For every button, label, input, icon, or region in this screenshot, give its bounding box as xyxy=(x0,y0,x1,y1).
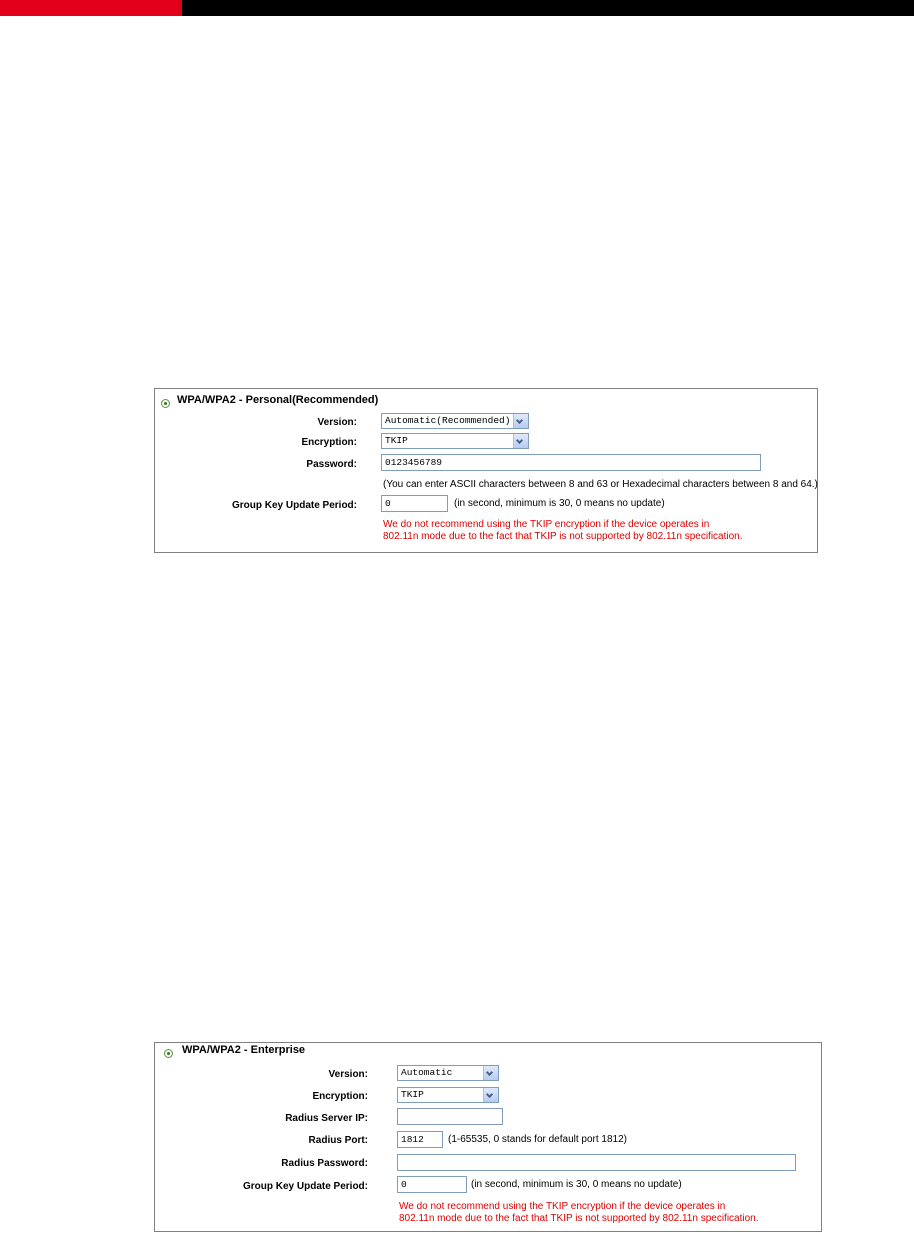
radius-port-label: Radius Port: xyxy=(308,1135,368,1146)
version-select[interactable] xyxy=(397,1065,499,1081)
group-key-update-input[interactable] xyxy=(381,495,448,512)
group-key-update-label: Group Key Update Period: xyxy=(242,1181,368,1192)
version-label: Version: xyxy=(317,417,357,428)
version-select-value: Automatic xyxy=(401,1067,453,1078)
wpa-personal-radio-icon[interactable] xyxy=(161,399,170,408)
chevron-down-icon[interactable] xyxy=(513,434,528,448)
radius-port-hint: (1-65535, 0 stands for default port 1812) xyxy=(448,1134,628,1145)
wpa-personal-title: WPA/WPA2 - Personal(Recommended) xyxy=(177,394,379,406)
tkip-warning-line1: We do not recommend using the TKIP encryption if the device operates in xyxy=(399,1201,726,1212)
radius-server-ip-label: Radius Server IP: xyxy=(285,1113,368,1124)
tkip-warning-line2: 802.11n mode due to the fact that TKIP is not supported by 802.11n specification. xyxy=(383,531,743,542)
tkip-warning-line1: We do not recommend using the TKIP encryption if the device operates in xyxy=(383,519,710,530)
chevron-down-icon[interactable] xyxy=(513,414,528,428)
header-accent xyxy=(0,0,182,16)
chevron-down-icon[interactable] xyxy=(483,1066,498,1080)
radius-port-value: 1812 xyxy=(401,1134,424,1145)
chevron-down-icon[interactable] xyxy=(483,1088,498,1102)
password-input-value: 0123456789 xyxy=(385,457,443,468)
tkip-warning-line2: 802.11n mode due to the fact that TKIP is not supported by 802.11n specification. xyxy=(399,1213,759,1224)
encryption-select-value: TKIP xyxy=(385,435,408,446)
version-select[interactable] xyxy=(381,413,529,429)
password-label: Password: xyxy=(306,459,357,470)
group-key-update-value: 0 xyxy=(401,1179,407,1190)
group-key-update-input[interactable] xyxy=(397,1176,467,1193)
group-key-update-hint: (in second, minimum is 30, 0 means no update) xyxy=(471,1179,682,1190)
header-bar xyxy=(0,0,914,16)
group-key-update-hint: (in second, minimum is 30, 0 means no update) xyxy=(454,498,665,509)
radius-password-label: Radius Password: xyxy=(281,1158,368,1169)
wpa-enterprise-title: WPA/WPA2 - Enterprise xyxy=(182,1044,306,1056)
version-label: Version: xyxy=(328,1069,368,1080)
wpa-enterprise-radio-icon[interactable] xyxy=(164,1049,173,1058)
password-input[interactable] xyxy=(381,454,761,471)
wpa-personal-panel xyxy=(154,388,818,553)
radius-server-ip-input[interactable] xyxy=(397,1108,503,1125)
group-key-update-label: Group Key Update Period: xyxy=(231,500,357,511)
radius-port-input[interactable] xyxy=(397,1131,443,1148)
version-select-value: Automatic(Recommended) xyxy=(385,415,511,426)
encryption-select[interactable] xyxy=(397,1087,499,1103)
group-key-update-value: 0 xyxy=(385,498,391,509)
encryption-select-value: TKIP xyxy=(401,1089,424,1100)
encryption-label: Encryption: xyxy=(312,1091,368,1102)
password-hint: (You can enter ASCII characters between 8 and 63 or Hexadecimal characters between 8 and 64.) xyxy=(383,479,818,490)
encryption-label: Encryption: xyxy=(301,437,357,448)
wpa-enterprise-panel xyxy=(154,1042,822,1232)
encryption-select[interactable] xyxy=(381,433,529,449)
radius-password-input[interactable] xyxy=(397,1154,796,1171)
